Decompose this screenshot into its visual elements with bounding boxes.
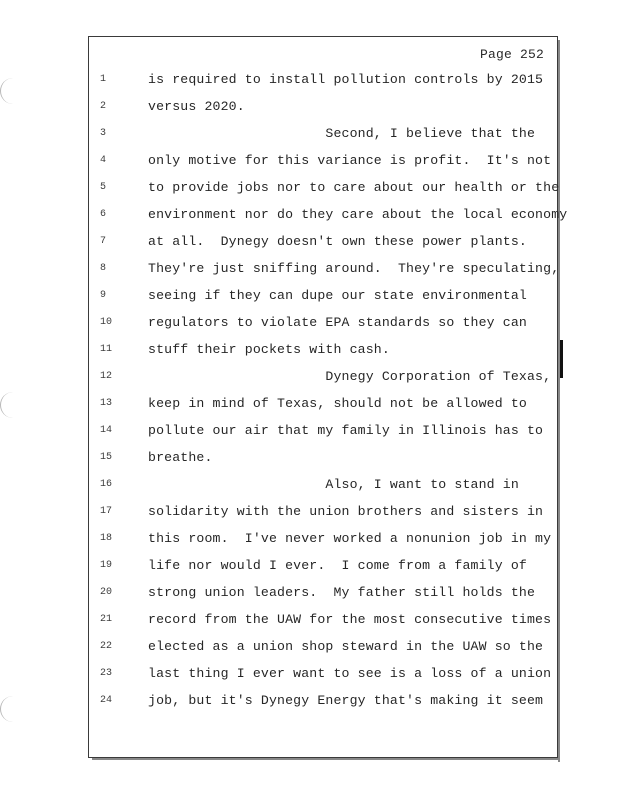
punch-hole-middle xyxy=(0,392,13,418)
line-number: 21 xyxy=(100,614,113,625)
line-number: 22 xyxy=(100,641,113,652)
line-number: 15 xyxy=(100,452,113,463)
line-number: 8 xyxy=(100,263,107,274)
transcript-line: strong union leaders. My father still holds the xyxy=(148,585,536,600)
transcript-line: seeing if they can dupe our state environmental xyxy=(148,288,527,303)
transcript-line: last thing I ever want to see is a loss of a union xyxy=(148,666,552,681)
transcript-line: elected as a union shop steward in the UAW so the xyxy=(148,639,544,654)
line-number: 9 xyxy=(100,290,107,301)
transcript-line: keep in mind of Texas, should not be allowed to xyxy=(148,396,527,411)
transcript-line: Second, I believe that the xyxy=(148,126,536,141)
transcript-line: Dynegy Corporation of Texas, xyxy=(148,369,552,384)
margin-mark xyxy=(560,340,563,378)
transcript-line: only motive for this variance is profit. It's not xyxy=(148,153,552,168)
transcript-line: They're just sniffing around. They're speculating, xyxy=(148,261,560,276)
line-number: 13 xyxy=(100,398,113,409)
transcript-line: record from the UAW for the most consecutive times xyxy=(148,612,552,627)
transcript-line: Also, I want to stand in xyxy=(148,477,519,492)
line-number: 6 xyxy=(100,209,107,220)
line-number: 10 xyxy=(100,317,113,328)
page-number: Page 252 xyxy=(480,47,545,62)
line-number: 20 xyxy=(100,587,113,598)
line-number: 2 xyxy=(100,101,107,112)
line-number: 11 xyxy=(100,344,113,355)
page-border-shadow-bottom xyxy=(92,758,560,760)
line-number: 4 xyxy=(100,155,107,166)
transcript-line: at all. Dynegy doesn't own these power plants. xyxy=(148,234,527,249)
transcript-line: solidarity with the union brothers and sisters in xyxy=(148,504,544,519)
transcript-line: this room. I've never worked a nonunion job in my xyxy=(148,531,552,546)
transcript-line: versus 2020. xyxy=(148,99,245,114)
transcript-line: stuff their pockets with cash. xyxy=(148,342,390,357)
line-number: 3 xyxy=(100,128,107,139)
page-border-shadow-right xyxy=(558,40,560,762)
transcript-line: regulators to violate EPA standards so they can xyxy=(148,315,527,330)
line-number: 16 xyxy=(100,479,113,490)
line-number: 23 xyxy=(100,668,113,679)
punch-hole-top xyxy=(0,78,13,104)
line-number: 24 xyxy=(100,695,113,706)
transcript-line: to provide jobs nor to care about our health or the xyxy=(148,180,560,195)
transcript-line: is required to install pollution controls by 2015 xyxy=(148,72,544,87)
transcript-line: pollute our air that my family in Illinois has to xyxy=(148,423,544,438)
transcript-line: environment nor do they care about the local economy xyxy=(148,207,568,222)
punch-hole-bottom xyxy=(0,696,13,722)
transcript-line: breathe. xyxy=(148,450,213,465)
line-number: 19 xyxy=(100,560,113,571)
line-number: 12 xyxy=(100,371,113,382)
line-number: 5 xyxy=(100,182,107,193)
transcript-line: job, but it's Dynegy Energy that's making it seem xyxy=(148,693,544,708)
line-number: 18 xyxy=(100,533,113,544)
line-number: 7 xyxy=(100,236,107,247)
line-number: 1 xyxy=(100,74,107,85)
line-number: 17 xyxy=(100,506,113,517)
line-number: 14 xyxy=(100,425,113,436)
transcript-line: life nor would I ever. I come from a family of xyxy=(148,558,527,573)
